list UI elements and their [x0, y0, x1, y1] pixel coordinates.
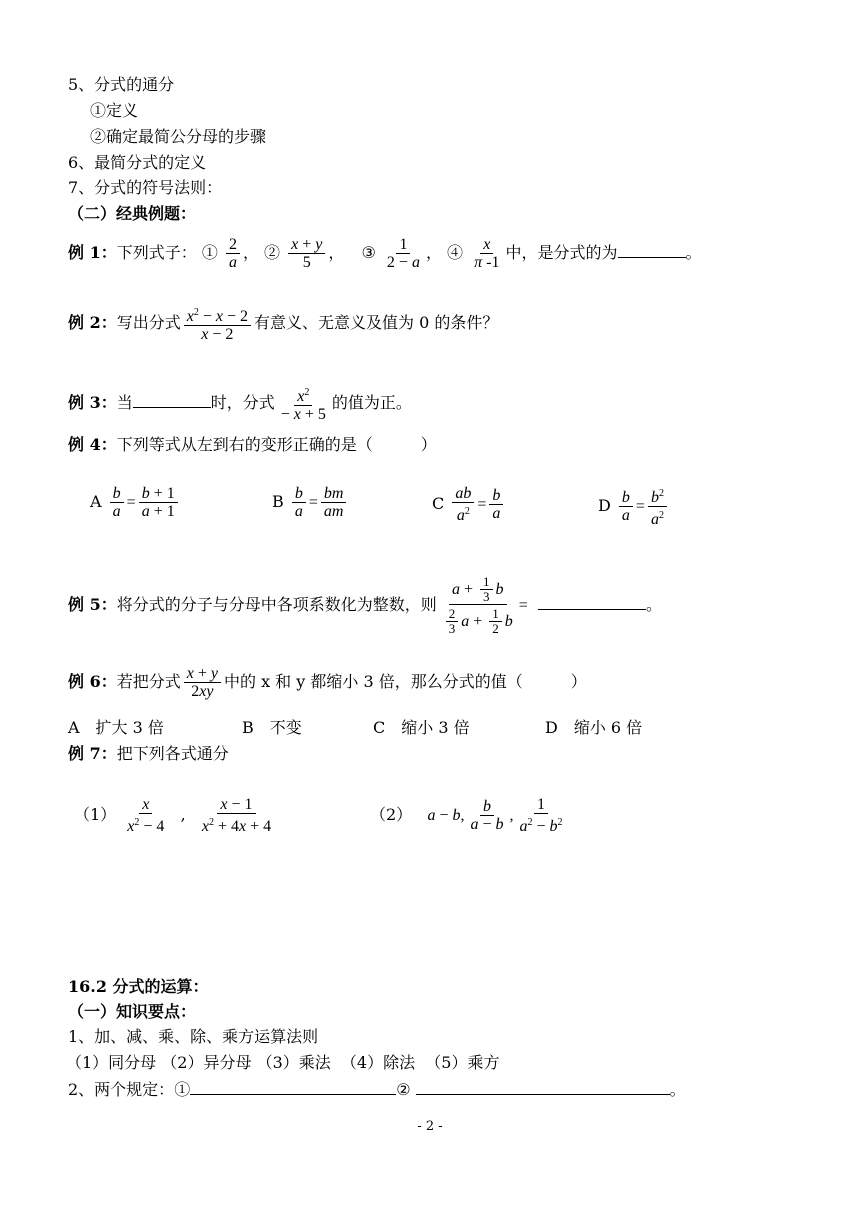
example-4 [68, 435, 437, 455]
example-4-option-d: D $\frac{b}{a}$ = $\frac{b^2}{a^2}$ [598, 485, 670, 528]
example-7-part-2: （2） a − b, $\frac{b}{a - b}$ , $\frac{1}{a^2 - b^2}$ [370, 796, 569, 835]
page-number: - 2 - [417, 1119, 443, 1134]
fraction-b-over-a-minus-b: $\frac{b}{a - b}$ [470, 798, 504, 833]
option-d-label: D [598, 496, 611, 515]
example-2-tail: 有意义、无意义及值为 0 的条件？ [254, 313, 499, 332]
example-1-label: 例 1： [68, 243, 117, 262]
example-6-option-a: A 扩大 3 倍 [68, 718, 164, 737]
a-minus-b: a − b, [427, 807, 465, 824]
example-1-end: 。 [685, 243, 702, 262]
example-6-label: 例 6： [68, 672, 117, 691]
option-c-lhs: $\frac{ab}{a^2}$ [452, 485, 474, 524]
choice-3-marker: ③ [361, 243, 376, 262]
example-2 [68, 304, 498, 343]
example-5-text: 将分式的分子与分母中各项系数化为整数，则 [116, 595, 437, 614]
option-c-rhs: $\frac{b}{a}$ [489, 487, 503, 522]
item-5-1: ①定义 [90, 101, 139, 120]
rule-2-marker: ② [396, 1080, 411, 1099]
section-item-1: 1、加、减、乘、除、乘方运算法则 [68, 1027, 319, 1046]
example-4-option-c: C $\frac{ab}{a^2}$ = $\frac{b}{a}$ [432, 485, 506, 524]
choice-2-marker: ② [264, 243, 281, 262]
example-7-text: 把下列各式通分 [116, 744, 229, 763]
example-5-label: 例 5： [68, 595, 117, 614]
fraction-x-plus-y-over-2xy: $\frac{x + y}{2xy}$ [184, 665, 221, 700]
section-item-2-text: 2、两个规定： [68, 1080, 175, 1099]
examples-heading: （二）经典例题： [68, 204, 197, 223]
example-4-option-a: A $\frac{b}{a}$ = $\frac{b + 1}{a + 1}$ [90, 485, 181, 520]
option-a-label: A [90, 492, 102, 511]
rule-1-marker: ① [174, 1080, 191, 1099]
option-c-label: C [432, 494, 445, 513]
section-subheading: （一）知识要点： [68, 1002, 197, 1021]
item-7: 7、分式的符号法则： [68, 178, 223, 197]
option-b-label: B [272, 492, 284, 511]
item-5: 5、分式的通分 [68, 75, 175, 94]
example-3-tail: 的值为正。 [331, 393, 412, 412]
item-6: 6、最简分式的定义 [68, 153, 207, 172]
op-different-denominator: （2）异分母 [161, 1053, 252, 1072]
op-division: （4）除法 [340, 1053, 416, 1072]
op-power: （5）乘方 [425, 1053, 500, 1072]
fraction-1-over-2-minus-a: $\frac{1}{2 - a}$ [386, 236, 420, 271]
fraction-2-over-a: $\frac{2}{a}$ [226, 236, 240, 271]
option-a-rhs: $\frac{b + 1}{a + 1}$ [139, 485, 178, 520]
answer-blank[interactable] [618, 257, 686, 258]
section-item-2 [68, 1080, 686, 1100]
option-a-lhs: $\frac{b}{a}$ [110, 485, 124, 520]
condition-blank[interactable] [133, 407, 211, 408]
fraction-x-over-pi-minus-1: $\frac{x}{\pi -1}$ [474, 236, 500, 271]
example-4-label: 例 4： [68, 435, 117, 454]
choice-1-marker: ① [201, 243, 218, 262]
fraction-x-minus-1-over-quadratic: $\frac{x - 1}{x^2 + 4x + 4}$ [201, 796, 272, 835]
example-1-tail: 中，是分式的为 [505, 243, 618, 262]
example-5 [68, 575, 662, 636]
op-same-denominator: （1）同分母 [66, 1053, 157, 1072]
rule-2-blank[interactable] [416, 1094, 670, 1095]
example-6-text: 若把分式 [116, 672, 181, 691]
example-3 [68, 384, 412, 423]
answer-blank[interactable] [538, 609, 646, 610]
example-6-option-b: B 不变 [242, 718, 302, 737]
complex-fraction: a + $\frac{1}{3}$ b $\frac{2}{3}$ a + $\frac{1}{2}$ b [440, 575, 516, 636]
part-2-marker: （2） [370, 805, 413, 824]
example-5-end: 。 [645, 595, 662, 614]
example-6 [68, 665, 587, 700]
example-6-option-d: D 缩小 6 倍 [545, 718, 643, 737]
fraction-1-over-a2-minus-b2: $\frac{1}{a^2 - b^2}$ [519, 796, 563, 835]
example-2-text: 写出分式 [116, 313, 181, 332]
example-3-label: 例 3： [68, 393, 117, 412]
example-1: 例 1：下列式子： ① $\frac{2}{a}$ ， ② $\frac{x + y}{5}$ ， ③ $\frac{1}{2 - a}$ ， ④ $\frac{x}{\pi -1}$ 中，是分式的为 。 [68, 236, 702, 271]
fraction-x-plus-y-over-5: $\frac{x + y}{5}$ [288, 236, 325, 271]
example-6-tail: 中的 x 和 y 都缩小 3 倍，那么分式的值（ ） [223, 672, 587, 691]
example-4-option-b: B $\frac{b}{a}$ = $\frac{bm}{am}$ [272, 485, 349, 520]
section-title: 16.2 分式的运算： [68, 977, 209, 996]
option-b-lhs: $\frac{b}{a}$ [292, 485, 306, 520]
example-7-part-1: （1） $\frac{x}{x^2 - 4}$ , $\frac{x - 1}{x^2 + 4x + 4}$ [74, 796, 277, 835]
fraction-x-over-x2-minus-4: $\frac{x}{x^2 - 4}$ [127, 796, 165, 835]
fraction-x2-over-neg-x-plus-5: $\frac{x^2}{- x + 5}$ [278, 384, 329, 423]
option-d-rhs: $\frac{b^2}{a^2}$ [648, 485, 667, 528]
section-ops-row [66, 1053, 499, 1073]
example-7 [68, 744, 229, 764]
example-6-option-c: C 缩小 3 倍 [373, 718, 470, 737]
option-b-rhs: $\frac{bm}{am}$ [321, 485, 347, 520]
example-2-label: 例 2： [68, 313, 117, 332]
item-5-2: ②确定最简公分母的步骤 [90, 127, 267, 146]
rule-1-blank[interactable] [190, 1094, 396, 1095]
example-1-text: 下列式子： [116, 243, 197, 262]
choice-4-marker: ④ [447, 243, 464, 262]
example-7-label: 例 7： [68, 744, 117, 763]
fraction-x2-minus-x-minus-2-over-x-minus-2: $\frac{x^2 - x - 2}{x - 2}$ [184, 304, 251, 343]
example-3-text: 当 [116, 393, 133, 412]
part-1-marker: （1） [74, 805, 117, 824]
op-multiplication: （3）乘法 [256, 1053, 331, 1072]
section-item-2-end: 。 [669, 1080, 686, 1099]
example-3-mid: 时，分式 [210, 393, 275, 412]
example-4-text: 下列等式从左到右的变形正确的是（ ） [116, 435, 437, 454]
option-d-lhs: $\frac{b}{a}$ [619, 489, 633, 524]
equals-sign: = [518, 597, 528, 614]
